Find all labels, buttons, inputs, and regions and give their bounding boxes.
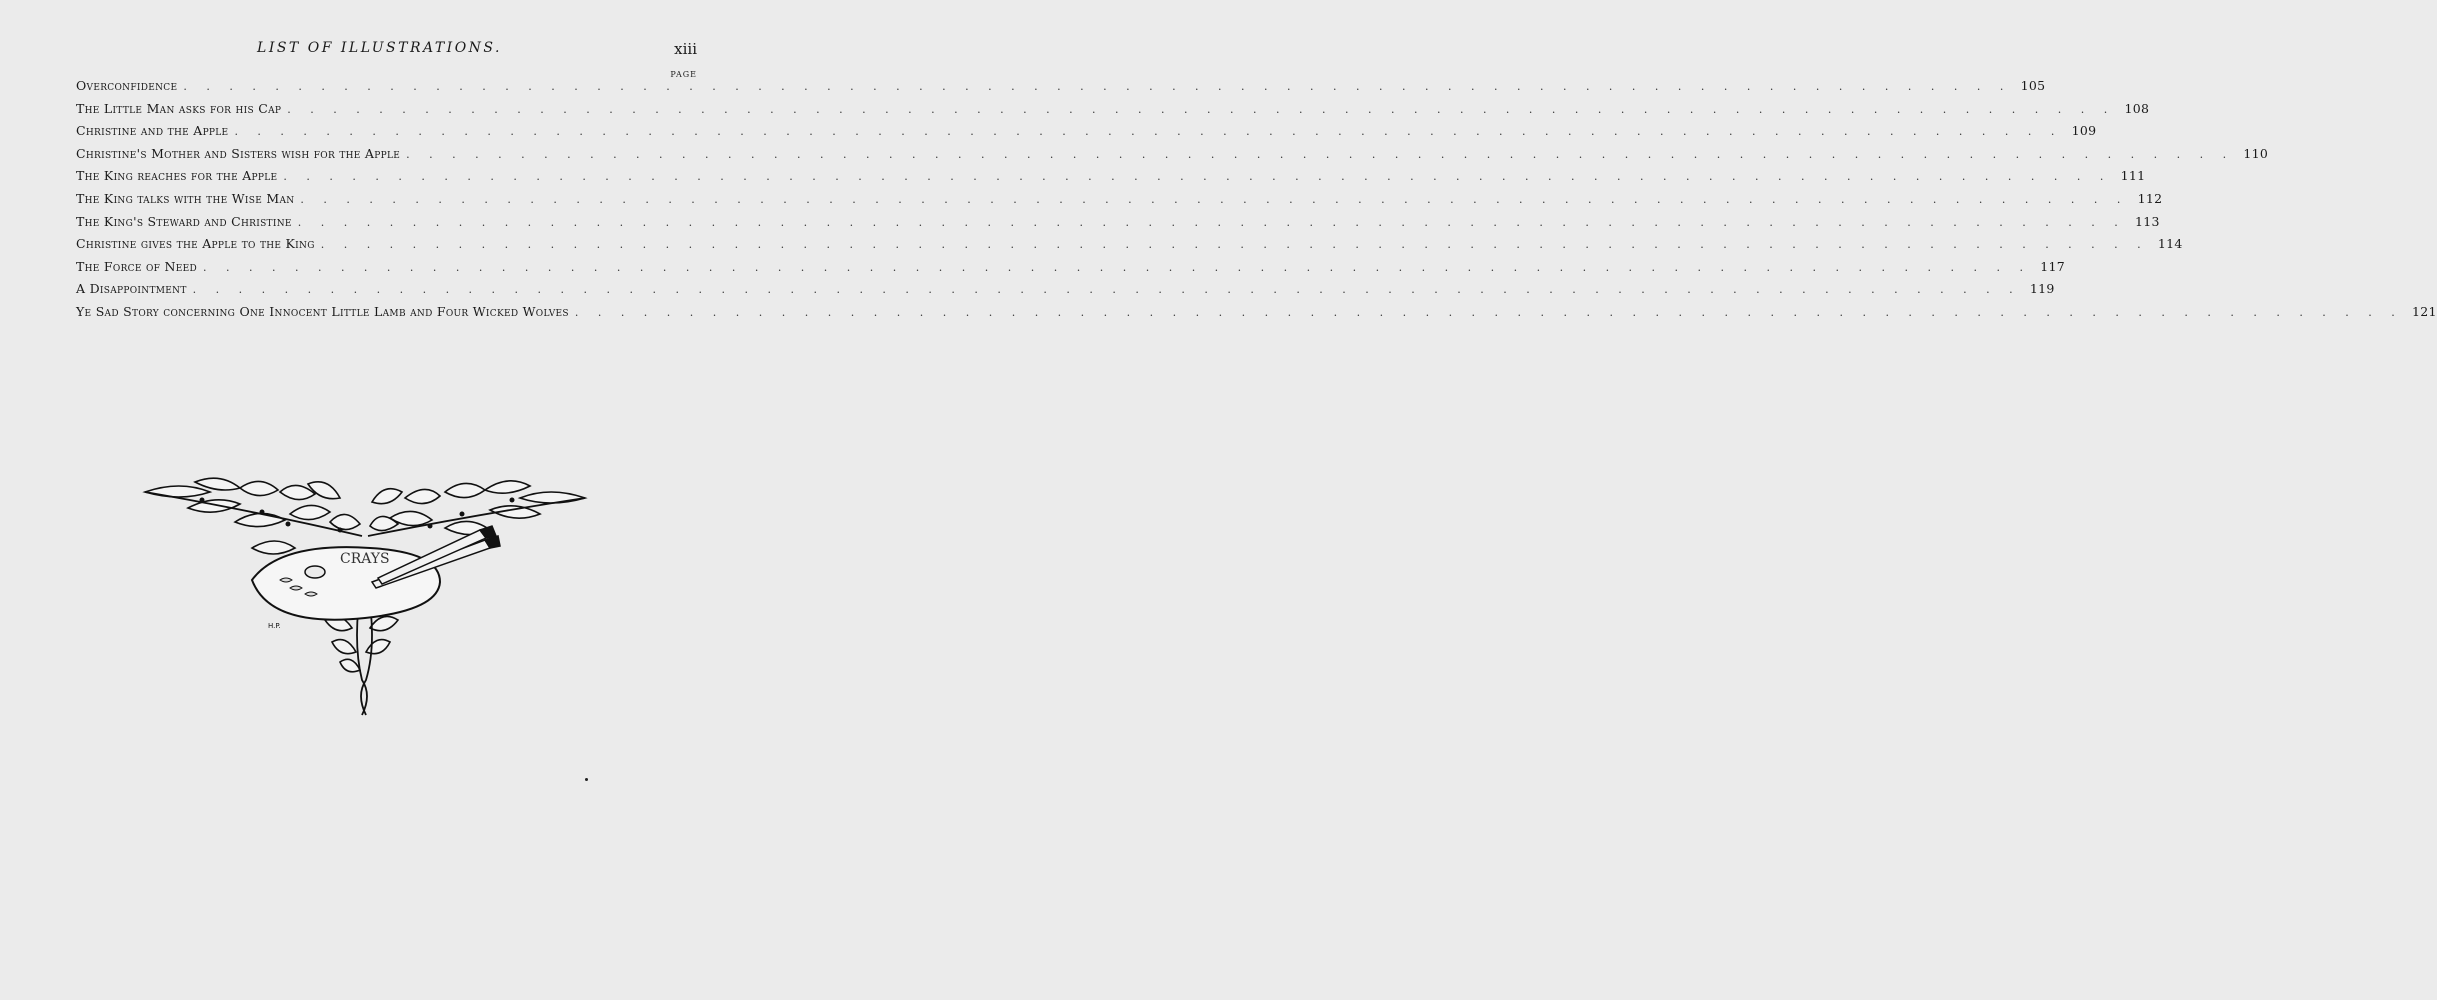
list-item-title: Christine and the Apple (76, 123, 229, 139)
list-item-title: Christine's Mother and Sisters wish for the Apple (76, 145, 401, 161)
list-item-page: 119 (2029, 281, 2055, 297)
artist-monogram: H.P. (268, 622, 281, 630)
list-item (76, 258, 2065, 282)
list-item (76, 123, 2097, 146)
palette-ornament (140, 470, 590, 720)
list-item-page: 108 (2124, 100, 2150, 116)
ink-speck (585, 778, 588, 781)
dot-leader: . . . . . . . . . . . . . . . . . . . . . . . . . . . . . . . . . . . . . . . . . . . . . . . . . . . . . . . . . . . . . . . . . . . . . . . . . . . . . . . . (297, 215, 2126, 229)
dot-leader: . . . . . . . . . . . . . . . . . . . . . . . . . . . . . . . . . . . . . . . . . . . . . . . . . . . . . . . . . . . . . . . . . . . . . . . . . . . . . . . . (183, 80, 2012, 93)
list-item-page: 109 (2071, 123, 2097, 139)
page-number: xiii (674, 40, 697, 58)
dot-leader: . . . . . . . . . . . . . . . . . . . . . . . . . . . . . . . . . . . . . . . . . . . . . . . . . . . . . . . . . . . . . . . . . . . . . . . . . . . . . . . . (283, 170, 2112, 184)
list-item (76, 78, 2046, 101)
list-item-page: 117 (2040, 258, 2065, 274)
list-item-title: The King reaches for the Apple (76, 168, 278, 184)
palette-inscription: CRAYS (340, 551, 390, 567)
list-item-page: 110 (2243, 145, 2269, 161)
running-title: LIST OF ILLUSTRATIONS. (257, 40, 502, 56)
list-item (76, 213, 2160, 237)
dot-leader: . . . . . . . . . . . . . . . . . . . . . . . . . . . . . . . . . . . . . . . . . . . . . . . . . . . . . . . . . . . . . . . . . . . . . . . . . . . . . . . . (574, 305, 2403, 319)
list-item (76, 236, 2183, 259)
dot-leader: . . . . . . . . . . . . . . . . . . . . . . . . . . . . . . . . . . . . . . . . . . . . . . . . . . . . . . . . . . . . . . . . . . . . . . . . . . . . . . . . (320, 238, 2149, 252)
list-item-title: The King's Steward and Christine (76, 213, 292, 229)
list-item-page: 112 (2137, 190, 2163, 206)
list-item-title: A Disappointment (76, 281, 187, 297)
list-item-title: The King talks with the Wise Man (76, 190, 295, 206)
list-item-page: 111 (2120, 168, 2146, 184)
list-item-title: Overconfidence (76, 78, 178, 93)
list-item (76, 100, 2150, 124)
list-item (76, 281, 2055, 304)
dot-leader: . . . . . . . . . . . . . . . . . . . . . . . . . . . . . . . . . . . . . . . . . . . . . . . . . . . . . . . . . . . . . . . . . . . . . . . . . . . . . . . . (287, 102, 2116, 116)
list-item (76, 190, 2163, 214)
dot-leader: . . . . . . . . . . . . . . . . . . . . . . . . . . . . . . . . . . . . . . . . . . . . . . . . . . . . . . . . . . . . . . . . . . . . . . . . . . . . . . . . (202, 260, 2031, 274)
list-item-page: 105 (2020, 78, 2046, 93)
list-item-title: Ye Sad Story concerning One Innocent Little Lamb and Four Wicked Wolves (76, 303, 569, 319)
list-item (76, 168, 2146, 191)
dot-leader: . . . . . . . . . . . . . . . . . . . . . . . . . . . . . . . . . . . . . . . . . . . . . . . . . . . . . . . . . . . . . . . . . . . . . . . . . . . . . . . . (234, 125, 2063, 139)
dot-leader: . . . . . . . . . . . . . . . . . . . . . . . . . . . . . . . . . . . . . . . . . . . . . . . . . . . . . . . . . . . . . . . . . . . . . . . . . . . . . . . . (192, 283, 2021, 297)
list-item-page: 121 (2412, 303, 2437, 319)
list-item-title: The Little Man asks for his Cap (76, 100, 282, 116)
dot-leader: . . . . . . . . . . . . . . . . . . . . . . . . . . . . . . . . . . . . . . . . . . . . . . . . . . . . . . . . . . . . . . . . . . . . . . . . . . . . . . . . (300, 192, 2129, 206)
dot-leader: . . . . . . . . . . . . . . . . . . . . . . . . . . . . . . . . . . . . . . . . . . . . . . . . . . . . . . . . . . . . . . . . . . . . . . . . . . . . . . . . (406, 147, 2235, 161)
list-item-title: The Force of Need (76, 258, 197, 274)
list-item-page: 114 (2157, 236, 2183, 252)
list-item (76, 303, 2437, 327)
list-item (76, 145, 2269, 169)
list-item-page: 113 (2134, 213, 2160, 229)
list-item-title: Christine gives the Apple to the King (76, 236, 315, 252)
page-column-label: PAGE (670, 70, 697, 79)
illustrations-list (76, 78, 2437, 327)
